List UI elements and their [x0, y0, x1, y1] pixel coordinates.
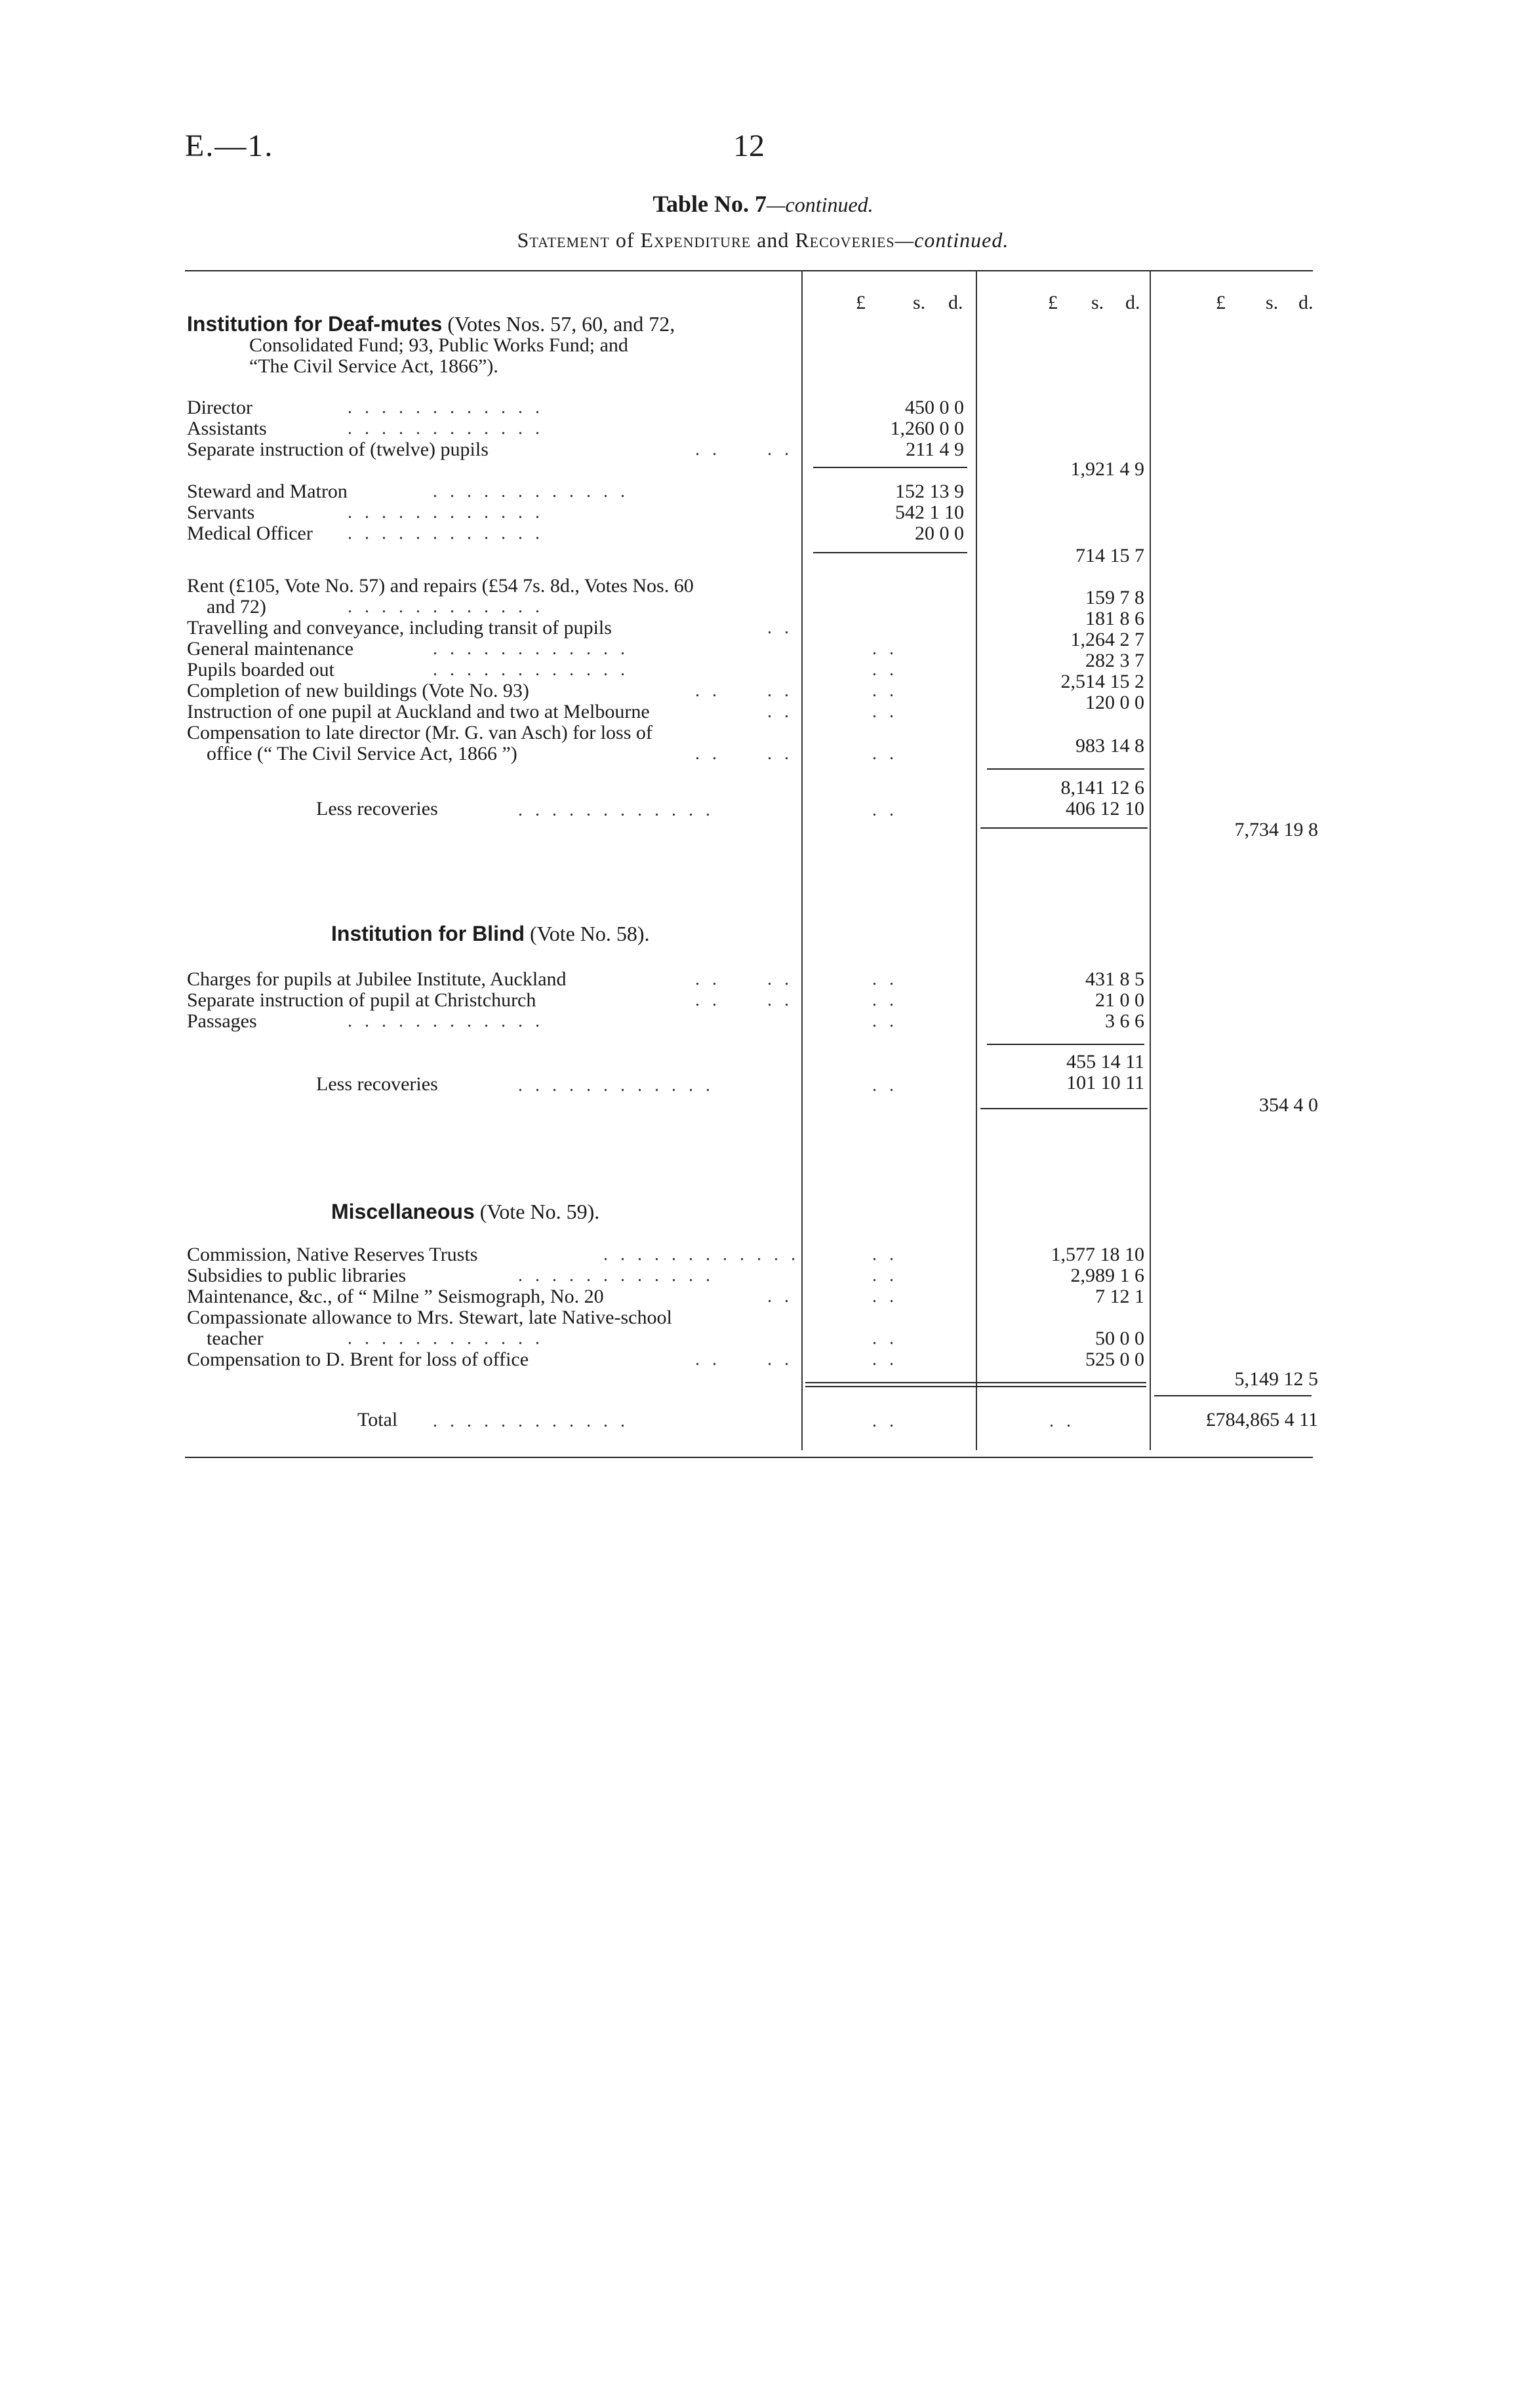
leader-dots: . .: [767, 439, 793, 460]
subtitle-of: of: [615, 228, 635, 252]
deaf-subtotal-2: 714 15 7: [1075, 545, 1144, 566]
deaf-item-instruction-c2: 120 0 0: [1085, 692, 1144, 713]
deaf-heading-line1: (Votes Nos. 57, 60, and 72,: [447, 312, 675, 336]
misc-row-brent: Compensation to D. Brent for loss of office: [187, 1349, 529, 1370]
table-top-rule: [185, 270, 1313, 271]
blind-less-value: 101 10 11: [1066, 1072, 1144, 1094]
leader-dots: . .: [767, 681, 793, 701]
col1-leader: . .: [872, 1411, 898, 1431]
misc-comp-line2: teacher: [207, 1328, 264, 1349]
leader-dots: . . . . . . . . . . . .: [433, 639, 629, 659]
misc-net-rule-a: [805, 1382, 1146, 1383]
leader-dots: . . . . . . . . . . . .: [348, 1328, 544, 1349]
misc-net-rule-b: [805, 1386, 1146, 1387]
deaf-heading-line2: Consolidated Fund; 93, Public Works Fund; and: [249, 334, 628, 356]
leader-dots: . .: [767, 969, 793, 989]
col1-pound-header: £: [856, 292, 866, 313]
leader-dots: . . . . . . . . . . . .: [518, 800, 714, 820]
blind-net-rule: [980, 1108, 1148, 1109]
deaf-row-medical: Medical Officer: [187, 523, 313, 544]
misc-net-rule-c: [1154, 1395, 1312, 1396]
blind-row-separate: Separate instruction of pupil at Christchurch: [187, 989, 536, 1011]
subtitle-recoveries: Recoveries: [795, 228, 895, 252]
blind-gross-rule: [987, 1044, 1144, 1045]
leader-dots: . . . . . . . . . . . .: [348, 1011, 544, 1031]
column-divider-3: [1150, 270, 1151, 1450]
col1-leader: . .: [872, 701, 898, 722]
col1-leader: . .: [872, 639, 898, 659]
leader-dots: . .: [695, 990, 721, 1010]
col1-leader: . .: [872, 1011, 898, 1031]
blind-heading: [331, 923, 650, 944]
table-subtitle: [0, 228, 1526, 252]
deaf-item-maintenance: General maintenance: [187, 638, 354, 660]
leader-dots: . .: [695, 439, 721, 460]
blind-less-recoveries: Less recoveries: [316, 1073, 438, 1095]
leader-dots: . .: [767, 1349, 793, 1370]
leader-dots: . .: [695, 743, 721, 764]
deaf-comp-line2: office (“ The Civil Service Act, 1866 ”): [207, 743, 517, 764]
deaf-comp-line1: Compensation to late director (Mr. G. van Asch) for loss of: [187, 722, 653, 743]
deaf-subtotal1-rule: [813, 467, 967, 468]
misc-row-commission-c2: 1,577 18 10: [1051, 1244, 1144, 1265]
col1-leader: . .: [872, 660, 898, 680]
leader-dots: . . . . . . . . . . . .: [433, 481, 629, 502]
deaf-net-rule: [980, 827, 1148, 829]
deaf-row-separate: Separate instruction of (twelve) pupils: [187, 439, 489, 460]
misc-row-subsidies-c2: 2,989 1 6: [1070, 1265, 1144, 1286]
deaf-item-instruction: Instruction of one pupil at Auckland and two at Melbourne: [187, 701, 650, 722]
col3-pence-header: d.: [1298, 292, 1314, 313]
leader-dots: . . . . . . . . . . . .: [518, 1075, 714, 1095]
leader-dots: . .: [695, 969, 721, 989]
deaf-heading: [187, 313, 675, 334]
col1-leader: . .: [872, 969, 898, 989]
leader-dots: . .: [695, 1349, 721, 1370]
deaf-rent-value: 159 7 8: [1085, 587, 1144, 608]
leader-dots: . .: [767, 1286, 793, 1307]
col3-shilling-header: s.: [1266, 292, 1279, 313]
deaf-less-value: 406 12 10: [1066, 798, 1144, 819]
misc-heading-bold: Miscellaneous: [331, 1200, 475, 1223]
misc-row-brent-c2: 525 0 0: [1085, 1349, 1144, 1370]
blind-row-passages-c2: 3 6 6: [1105, 1010, 1144, 1032]
col1-leader: . .: [872, 1265, 898, 1286]
deaf-less-recoveries: Less recoveries: [316, 798, 438, 819]
misc-row-seismograph: Maintenance, &c., of “ Milne ” Seismograph, No. 20: [187, 1286, 604, 1307]
col1-leader: . .: [872, 1349, 898, 1370]
leader-dots: . . . . . . . . . . . .: [603, 1244, 799, 1265]
deaf-item-boarded-c2: 282 3 7: [1085, 650, 1144, 671]
table-title-main: Table No. 7: [653, 191, 767, 217]
blind-heading-rest: (Vote No. 58).: [530, 922, 650, 945]
misc-comp-value: 50 0 0: [1095, 1328, 1144, 1349]
subtitle-statement: Statement: [517, 228, 610, 252]
leader-dots: . .: [695, 681, 721, 701]
leader-dots: . . . . . . . . . . . .: [433, 1411, 629, 1431]
deaf-subtotal-1: 1,921 4 9: [1070, 458, 1144, 480]
page-id: E.—1.: [185, 128, 274, 163]
leader-dots: . .: [767, 701, 793, 722]
deaf-row-medical-c1: 20 0 0: [915, 523, 964, 544]
leader-dots: . . . . . . . . . . . .: [348, 397, 544, 418]
col1-shilling-header: s.: [913, 292, 926, 313]
total-value: £784,865 4 11: [1205, 1409, 1318, 1431]
deaf-item-travel: Travelling and conveyance, including transit of pupils: [187, 617, 612, 639]
subtitle-continued: —continued.: [894, 228, 1009, 252]
col2-pence-header: d.: [1125, 292, 1140, 313]
col1-leader: . .: [872, 743, 898, 764]
col1-leader: . .: [872, 1328, 898, 1349]
misc-heading: [331, 1201, 599, 1222]
col2-pound-header: £: [1048, 292, 1058, 313]
deaf-item-buildings-c2: 2,514 15 2: [1060, 671, 1144, 692]
deaf-heading-line3: “The Civil Service Act, 1866”).: [249, 355, 498, 377]
table-title: [0, 190, 1526, 218]
deaf-row-servants-c1: 542 1 10: [895, 502, 964, 523]
blind-net: 354 4 0: [1259, 1094, 1318, 1116]
blind-row-separate-c2: 21 0 0: [1095, 989, 1144, 1011]
leader-dots: . . . . . . . . . . . .: [518, 1265, 714, 1286]
col2-leader: . .: [1049, 1411, 1075, 1431]
total-label: Total: [357, 1409, 398, 1431]
deaf-row-assistants: Assistants: [187, 418, 267, 439]
misc-row-seismograph-c2: 7 12 1: [1095, 1286, 1144, 1307]
misc-row-subsidies: Subsidies to public libraries: [187, 1265, 407, 1286]
leader-dots: . . . . . . . . . . . .: [348, 597, 544, 617]
blind-row-charges-c2: 431 8 5: [1085, 968, 1144, 990]
leader-dots: . . . . . . . . . . . .: [348, 502, 544, 523]
deaf-item-maintenance-c2: 1,264 2 7: [1070, 629, 1144, 650]
deaf-subtotal2-rule: [813, 552, 967, 553]
misc-heading-rest: (Vote No. 59).: [479, 1200, 600, 1223]
col1-leader: . .: [872, 990, 898, 1010]
column-divider-2: [976, 270, 977, 1450]
misc-comp-line1: Compassionate allowance to Mrs. Stewart, late Native-school: [187, 1307, 672, 1328]
deaf-row-director-c1: 450 0 0: [905, 397, 964, 418]
deaf-heading-bold: Institution for Deaf-mutes: [187, 312, 443, 336]
leader-dots: . . . . . . . . . . . .: [433, 660, 629, 680]
blind-row-charges: Charges for pupils at Jubilee Institute, Auckland: [187, 968, 567, 990]
blind-heading-bold: Institution for Blind: [331, 922, 525, 945]
deaf-row-director: Director: [187, 397, 252, 418]
misc-net: 5,149 12 5: [1234, 1368, 1318, 1390]
deaf-rent-line1: Rent (£105, Vote No. 57) and repairs (£54 7s. 8d., Votes Nos. 60: [187, 575, 694, 597]
deaf-row-steward-c1: 152 13 9: [895, 481, 964, 502]
column-divider-1: [801, 270, 803, 1450]
deaf-item-travel-c2: 181 8 6: [1085, 608, 1144, 629]
deaf-comp-value: 983 14 8: [1075, 735, 1144, 757]
col1-leader: . .: [872, 1075, 898, 1095]
deaf-row-assistants-c1: 1,260 0 0: [890, 418, 964, 439]
misc-row-commission: Commission, Native Reserves Trusts: [187, 1244, 478, 1265]
col1-leader: . .: [872, 800, 898, 820]
deaf-net: 7,734 19 8: [1234, 819, 1318, 840]
subtitle-expenditure: Expenditure: [640, 228, 752, 252]
leader-dots: . .: [767, 743, 793, 764]
deaf-row-servants: Servants: [187, 502, 255, 523]
col1-leader: . .: [872, 681, 898, 701]
col2-shilling-header: s.: [1091, 292, 1104, 313]
page-number: 12: [733, 128, 765, 163]
blind-row-passages: Passages: [187, 1010, 257, 1032]
col3-pound-header: £: [1216, 292, 1226, 313]
leader-dots: . . . . . . . . . . . .: [348, 418, 544, 439]
deaf-gross-rule: [987, 768, 1144, 770]
deaf-rent-line2: and 72): [207, 596, 266, 618]
subtitle-and: and: [757, 228, 790, 252]
deaf-item-buildings: Completion of new buildings (Vote No. 93): [187, 680, 529, 701]
blind-gross: 455 14 11: [1066, 1051, 1144, 1073]
col1-pence-header: d.: [948, 292, 963, 313]
leader-dots: . .: [767, 618, 793, 638]
deaf-gross: 8,141 12 6: [1060, 777, 1144, 799]
leader-dots: . . . . . . . . . . . .: [348, 523, 544, 543]
deaf-item-boarded: Pupils boarded out: [187, 659, 334, 681]
table-bottom-rule: [185, 1457, 1313, 1458]
table-title-suffix: —continued.: [767, 193, 873, 216]
col1-leader: . .: [872, 1286, 898, 1307]
deaf-row-separate-c1: 211 4 9: [906, 439, 964, 460]
deaf-row-steward: Steward and Matron: [187, 481, 348, 502]
col1-leader: . .: [872, 1244, 898, 1265]
leader-dots: . .: [767, 990, 793, 1010]
